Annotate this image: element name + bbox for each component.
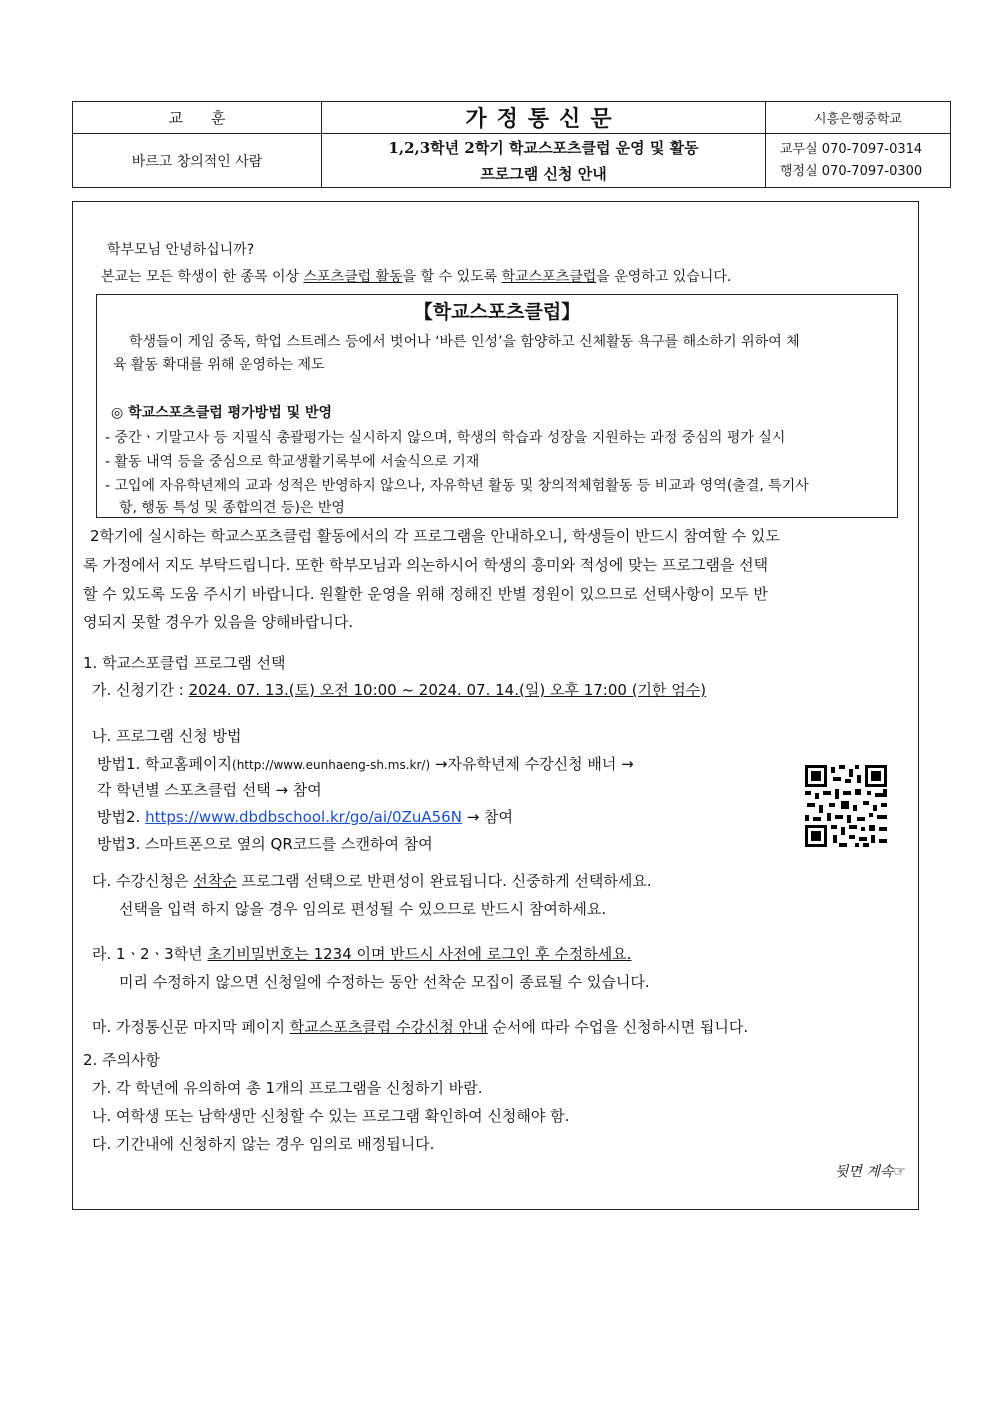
school-motto: 바르고 창의적인 사람 [73, 134, 322, 188]
method-1-label: 방법1. 학교홈페이지 [97, 755, 233, 773]
greeting: 학부모님 안녕하십니까? [107, 242, 255, 258]
sports-club-box [96, 294, 898, 518]
eval-bullet-2: - 활동 내역 등을 중심으로 학교생활기록부에 서술식으로 기재 [105, 454, 480, 470]
main-content [72, 201, 919, 1210]
intro-text-b: 을 할 수 있도록 [402, 269, 502, 285]
application-link[interactable]: https://www.dbdbschool.kr/go/ai/0ZuA56N [145, 808, 462, 826]
school-homepage-link[interactable]: (http://www.eunhaeng-sh.ms.kr/) [232, 758, 431, 772]
header-table [72, 101, 951, 188]
intro-text-u2: 학교스포츠클럽 [501, 269, 597, 285]
para-line-2: 록 가정에서 지도 부탁드립니다. 또한 학부모님과 의논하시어 학생의 흥미와 적성에 맞는 프로그램을 선택 [83, 556, 769, 574]
intro-text-u1: 스포츠클럽 활동 [303, 269, 403, 285]
method-1-rest: →자유학년제 수강신청 배너 → [430, 755, 634, 773]
subtitle-line2: 프로그램 신청 안내 [480, 164, 607, 183]
note-da-1 [92, 870, 652, 891]
para-line-1: 2학기에 실시하는 학교스포츠클럽 활동에서의 각 프로그램을 안내하오니, 학생들이 반드시 참여할 수 있도 [90, 527, 780, 545]
subtitle-line1: 1,2,3학년 2학기 학교스포츠클럽 운영 및 활동 [388, 138, 699, 157]
method-2-label: 방법2. [97, 808, 146, 826]
note-ra-a: 라. 1ㆍ2ㆍ3학년 [92, 945, 208, 963]
note-ma-b: 순서에 따라 수업을 신청하시면 됩니다. [487, 1018, 749, 1036]
intro-text-a: 본교는 모든 학생이 한 종목 이상 [101, 269, 304, 285]
section2-title: 2. 주의사항 [83, 1051, 161, 1069]
note-da-u: 선착순 [193, 872, 237, 890]
eval-title: ◎ 학교스포츠클럽 평가방법 및 반영 [111, 405, 333, 421]
note-ra-1 [92, 943, 631, 964]
note-ma [92, 1016, 748, 1037]
method-1-cont: 각 학년별 스포츠클럽 선택 → 참여 [97, 781, 322, 799]
intro-text-c: 을 운영하고 있습니다. [596, 269, 732, 285]
contact-info [766, 134, 951, 188]
note-da-2: 선택을 입력 하지 않을 경우 임의로 편성될 수 있으므로 반드시 참여하세요. [119, 900, 607, 918]
eval-bullet-3b: 항, 행동 특성 및 종합의견 등)은 반영 [119, 500, 345, 516]
caution-1: 가. 각 학년에 유의하여 총 1개의 프로그램을 신청하기 바람. [92, 1079, 483, 1097]
note-da-a: 다. 수강신청은 [92, 872, 194, 890]
caution-2: 나. 여학생 또는 남학생만 신청할 수 있는 프로그램 확인하여 신청해야 함. [92, 1107, 570, 1125]
note-ma-a: 마. 가정통신문 마지막 페이지 [92, 1018, 290, 1036]
box-desc-1: 학생들이 게임 중독, 학업 스트레스 등에서 벗어나 ‘바른 인성’을 함양하고 신체활동 욕구를 해소하기 위하여 체 [129, 334, 800, 350]
section1-title: 1. 학교스포클럽 프로그램 선택 [83, 654, 286, 672]
motto-label: 교훈 [73, 102, 322, 134]
para-line-4: 영되지 못할 경우가 있음을 양해바랍니다. [83, 613, 354, 631]
box-title: 【학교스포츠클럽】 [413, 301, 581, 323]
intro-line [101, 266, 731, 286]
apply-period-label: 가. 신청기간 : [92, 681, 189, 699]
apply-period [92, 679, 706, 700]
method-1 [97, 753, 634, 774]
note-ra-2: 미리 수정하지 않으면 신청일에 수정하는 동안 선착순 모집이 종료될 수 있습니다. [119, 973, 650, 991]
para-line-3: 할 수 있도록 도움 주시기 바랍니다. 원활한 운영을 위해 정해진 반별 정원이 있으므로 선택사항이 모두 반 [83, 585, 768, 603]
office-academic: 교무실 070-7097-0314 [780, 141, 923, 157]
eval-bullet-1: - 중간ㆍ기말고사 등 지필식 총괄평가는 실시하지 않으며, 학생의 학습과 성장을 지원하는 과정 중심의 평가 실시 [105, 430, 786, 446]
school-name: 시흥은행중학교 [766, 102, 951, 134]
apply-period-dates: 2024. 07. 13.(토) 오전 10:00 ~ 2024. 07. 14.(일) 오후 17:00 (기한 엄수) [188, 681, 707, 699]
continue-note: 뒷면 계속☞ [834, 1164, 906, 1180]
qr-code-icon[interactable] [805, 765, 887, 847]
subtitle [322, 134, 766, 188]
method-title: 나. 프로그램 신청 방법 [92, 727, 242, 745]
note-ra-u: 초기비밀번호는 1234 이며 반드시 사전에 로그인 후 수정하세요. [207, 945, 632, 963]
note-ma-u: 학교스포츠클럽 수강신청 안내 [289, 1018, 488, 1036]
page-title: 가정통신문 [322, 102, 766, 134]
eval-bullet-3a: - 고입에 자유학년제의 교과 성적은 반영하지 않으나, 자유학년 활동 및 창의적체험활동 등 비교과 영역(출결, 특기사 [105, 478, 809, 494]
method-3: 방법3. 스마트폰으로 옆의 QR코드를 스캔하여 참여 [97, 835, 433, 853]
method-2-rest: → 참여 [461, 808, 514, 826]
method-2 [97, 806, 513, 827]
note-da-b: 프로그램 선택으로 반편성이 완료됩니다. 신중하게 선택하세요. [236, 872, 652, 890]
office-admin: 행정실 070-7097-0300 [780, 163, 923, 179]
box-desc-2: 육 활동 확대를 위해 운영하는 제도 [113, 357, 325, 373]
caution-3: 다. 기간내에 신청하지 않는 경우 임의로 배정됩니다. [92, 1135, 435, 1153]
